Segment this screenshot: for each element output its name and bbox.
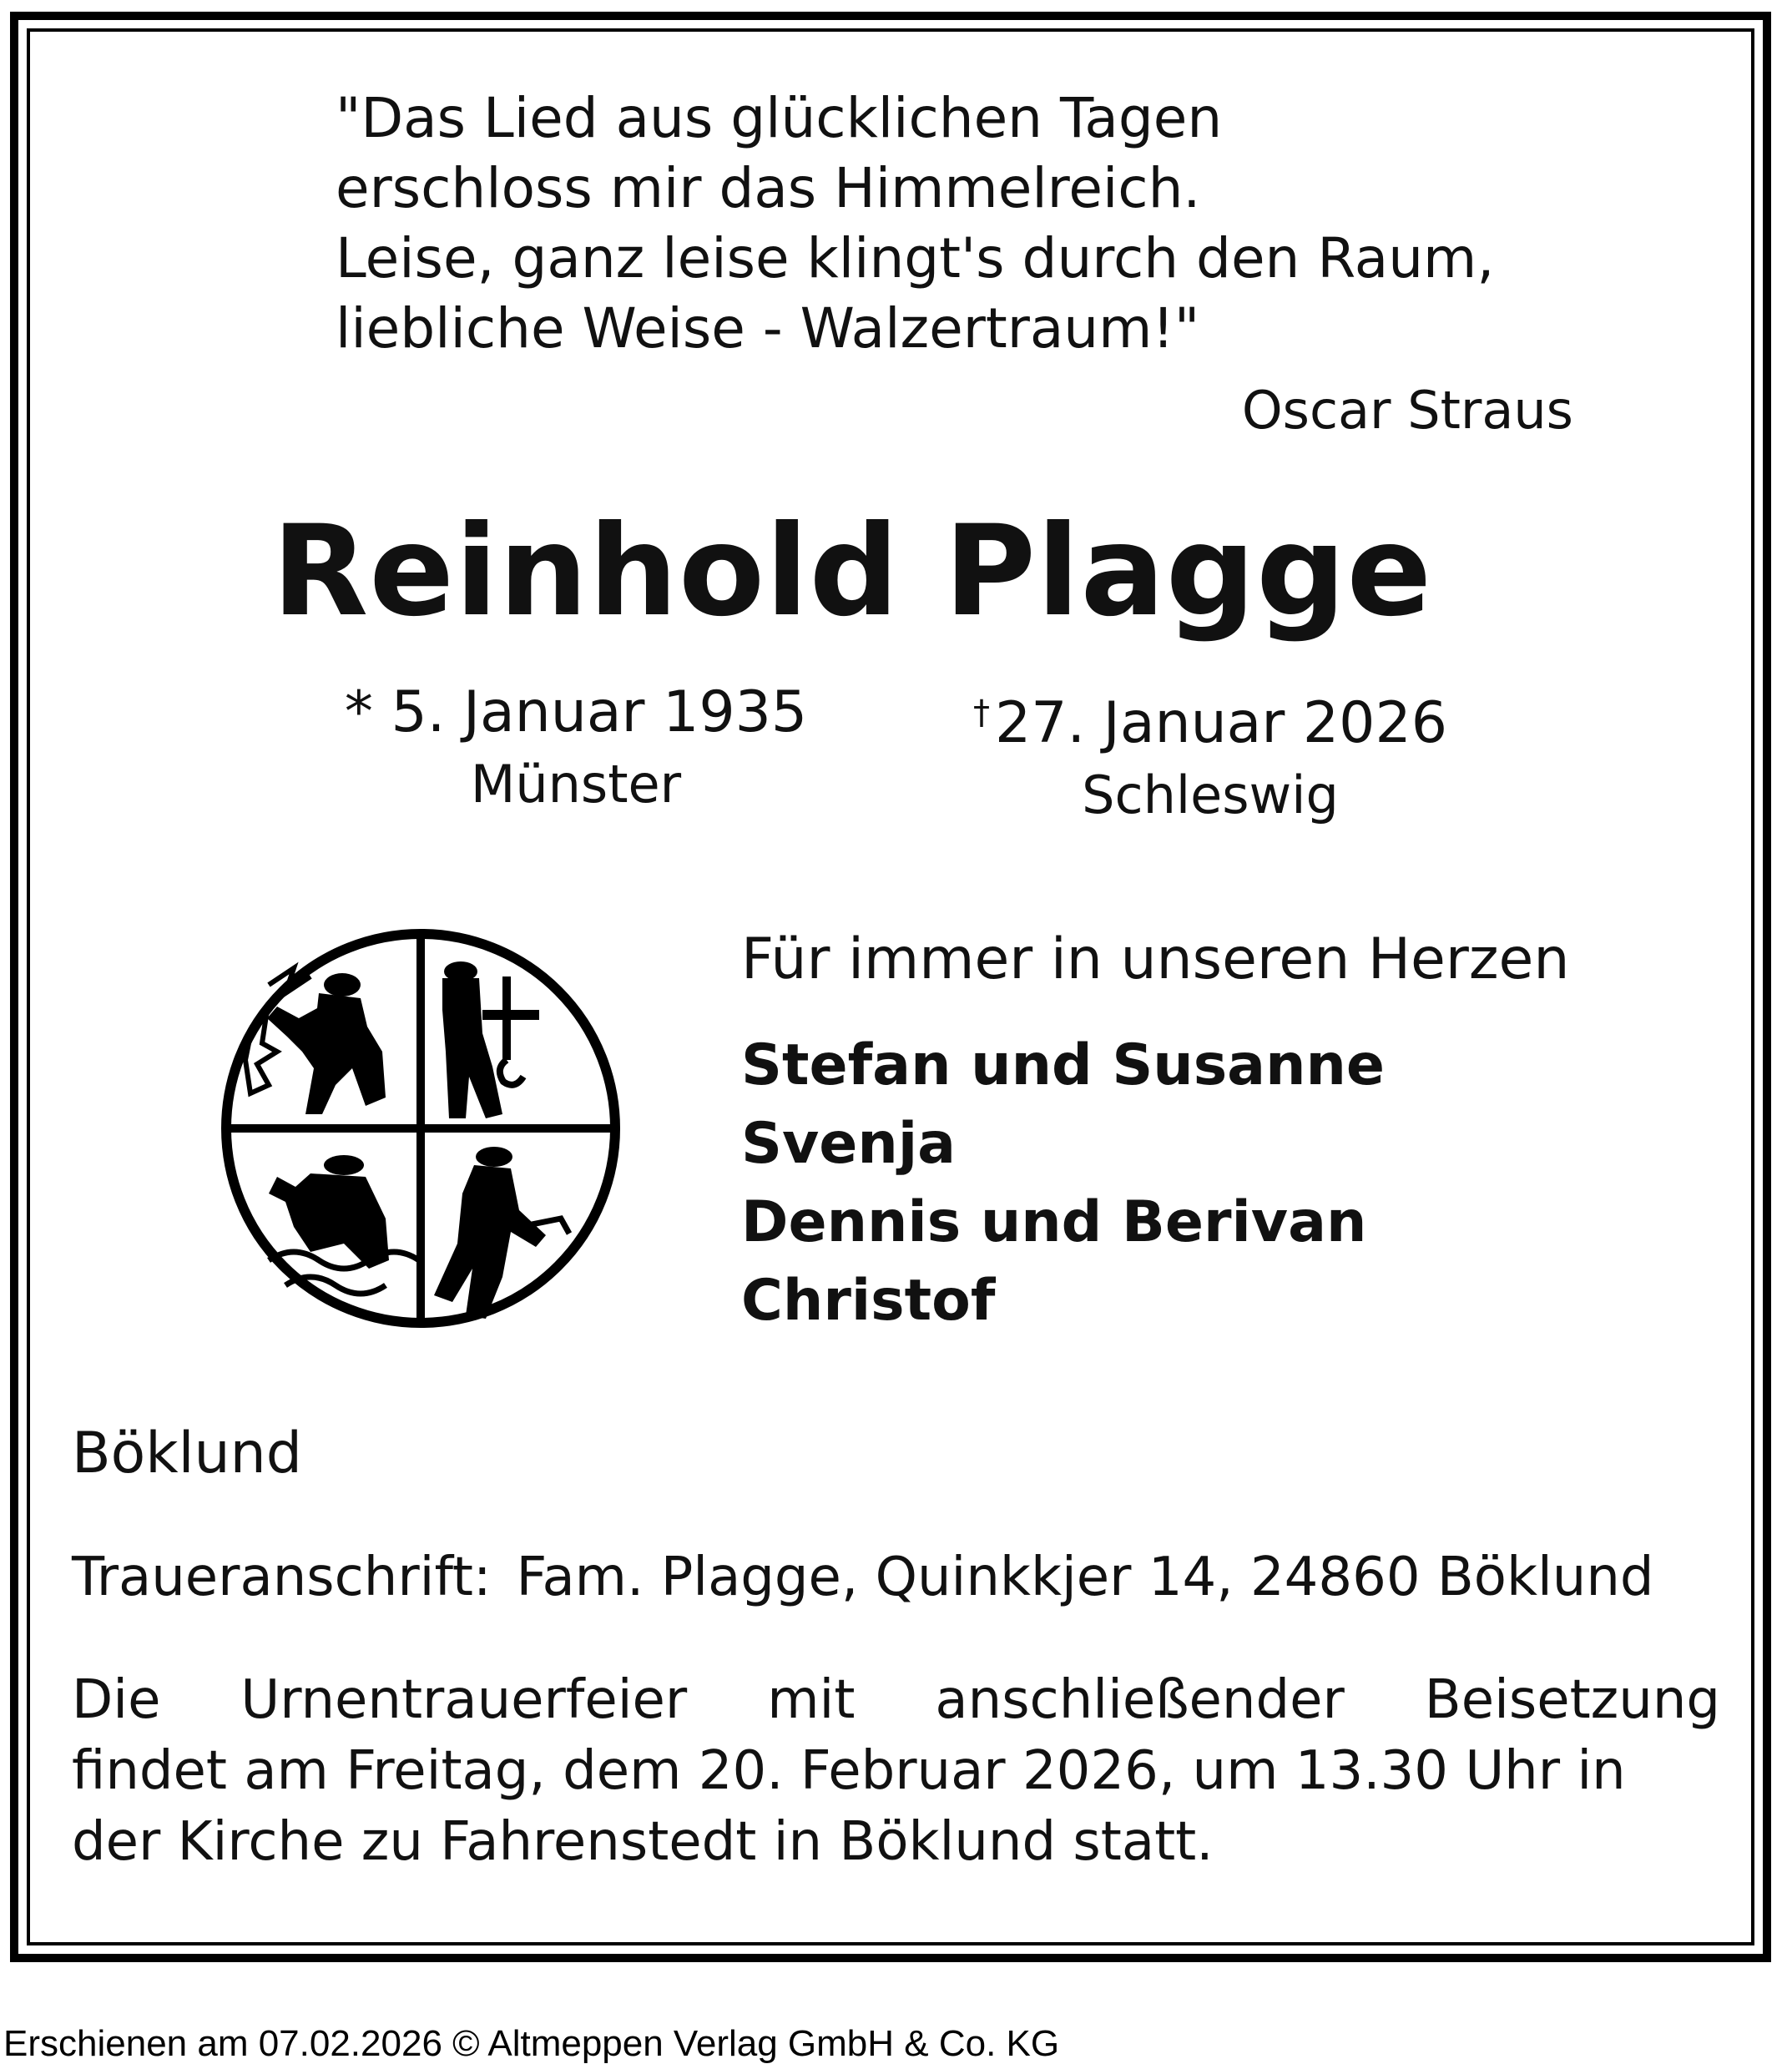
quote-line: erschloss mir das Himmelreich. — [336, 156, 1201, 220]
death-date-line — [926, 678, 1494, 759]
mourners-motto: Für immer in unseren Herzen — [741, 926, 1570, 992]
quote-line: liebliche Weise - Walzertraum!" — [336, 296, 1200, 361]
quote-line: Leise, ganz leise klingt's durch den Raum, — [336, 226, 1495, 290]
mourners-list — [741, 1027, 1385, 1340]
birth-place: Münster — [470, 754, 682, 815]
death-info — [926, 678, 1494, 830]
address-label: Traueranschrift: — [72, 1547, 492, 1608]
notice-line: Die Urnentrauerfeier mit anschließender Beisetzung — [72, 1669, 1720, 1731]
publication-footer: Erschienen am 07.02.2026 © Altmeppen Verlag GmbH & Co. KG — [3, 2023, 1060, 2064]
ceremony-notice — [72, 1665, 1720, 1878]
death-date: 27. Januar 2026 — [995, 690, 1447, 756]
notice-text: findet am Freitag, dem 20. Februar 2026, um 13.30 Uhr in der Kirche zu Fahrenstedt in Böklund statt. — [72, 1740, 1626, 1873]
location: Böklund — [72, 1421, 302, 1486]
birth-symbol: * — [344, 679, 373, 745]
mourning-address — [72, 1547, 1654, 1608]
birth-date: 5. Januar 1935 — [391, 679, 808, 745]
birth-info — [309, 678, 843, 820]
mourner-name: Christof — [741, 1268, 996, 1334]
mourner-name: Svenja — [741, 1111, 957, 1177]
emblem-quadrant-fire — [245, 968, 386, 1114]
firefighter-emblem-icon — [219, 926, 623, 1330]
address-value: Fam. Plagge, Quinkkjer 14, 24860 Böklund — [516, 1547, 1654, 1608]
mourner-name: Stefan und Susanne — [741, 1032, 1386, 1098]
death-cross-icon: † — [973, 694, 990, 732]
emblem-quadrant-rescue — [442, 961, 539, 1118]
emblem-quadrant-worker — [434, 1147, 569, 1319]
deceased-name: Reinhold Plagge — [271, 499, 1433, 644]
quote-author: Oscar Straus — [1241, 380, 1573, 441]
quote-block — [336, 83, 1494, 364]
mourner-name: Dennis und Berivan — [741, 1189, 1367, 1255]
birth-date-line — [309, 678, 843, 748]
quote-line: "Das Lied aus glücklichen Tagen — [336, 86, 1223, 150]
death-place: Schleswig — [1082, 765, 1339, 825]
